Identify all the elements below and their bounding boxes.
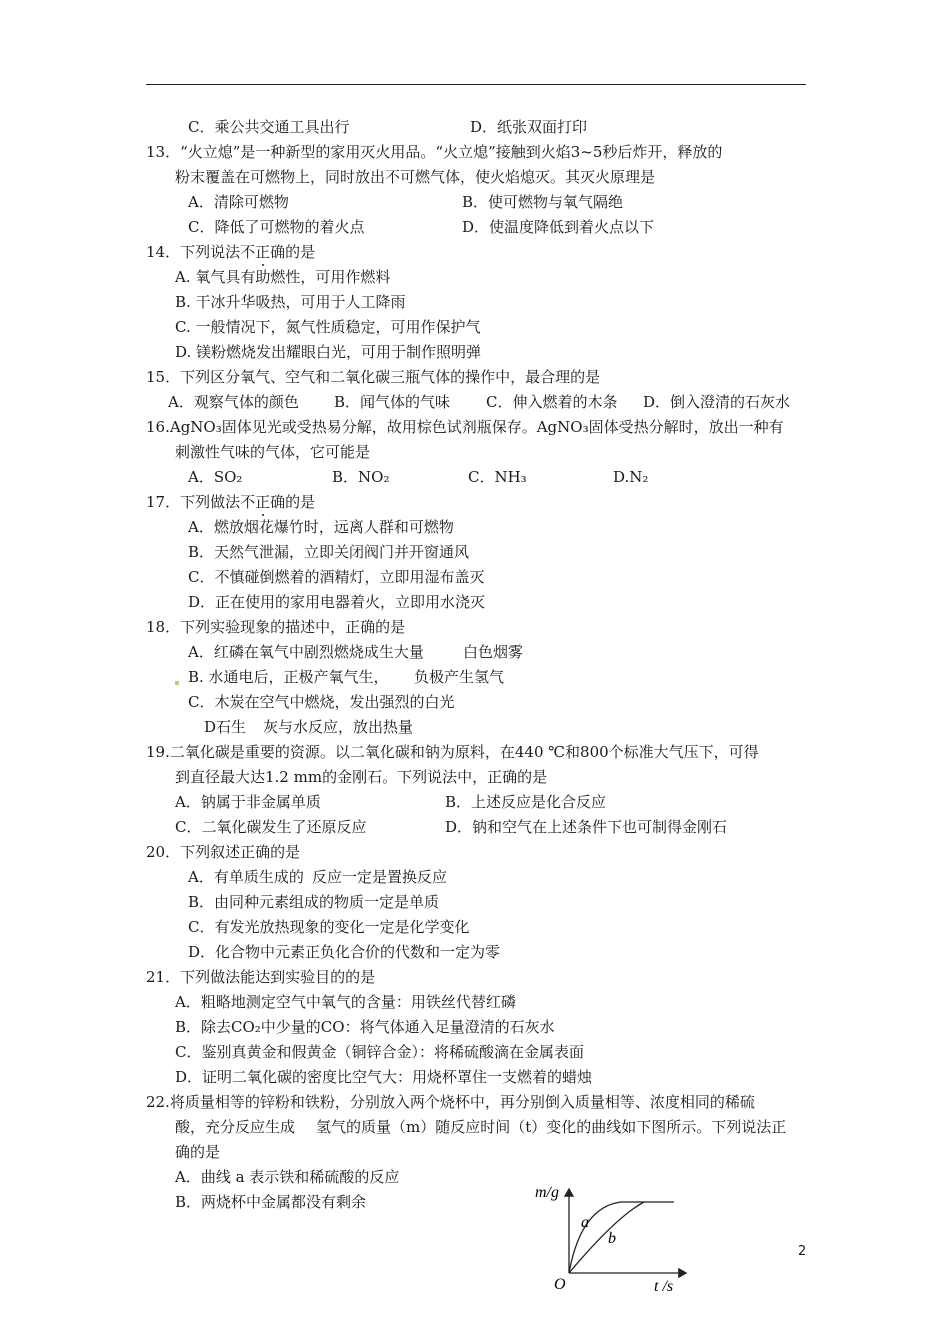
q18-d-seg-0: D石生: [204, 718, 247, 736]
q12-cd-seg-1: D．纸张双面打印: [470, 118, 588, 136]
q13-ab-seg-0: A．清除可燃物: [188, 193, 289, 211]
q14-c: C. 一般情况下，氮气性质稳定，可用作保护气: [175, 318, 481, 336]
q20-c: C．有发光放热现象的变化一定是化学变化: [188, 918, 470, 936]
q21-b: B．除去CO₂中少量的CO：将气体通入足量澄清的石灰水: [175, 1018, 555, 1036]
q18-d-seg-1: 灰与水反应，放出热量: [263, 718, 414, 736]
header-rule: [146, 84, 806, 85]
q13-cd-seg-1: D．使温度降低到着火点以下: [462, 218, 655, 236]
q21-c: C．鉴别真黄金和假黄金（铜锌合金）：将稀硫酸滴在金属表面: [175, 1043, 584, 1061]
q22-stem-3: 确的是: [175, 1143, 221, 1161]
q17-d: D．正在使用的家用电器着火，立即用水浇灭: [188, 593, 486, 611]
q13-ab-seg-1: B．使可燃物与氧气隔绝: [462, 193, 624, 211]
curve-b: [569, 1202, 644, 1273]
q15-opts-seg-3: D．倒入澄清的石灰水: [643, 393, 791, 411]
y-axis-label: m/g: [535, 1184, 559, 1201]
q21-d: D．证明二氧化碳的密度比空气大：用烧杯罩住一支燃着的蜡烛: [175, 1068, 593, 1086]
q22-a: A．曲线 a 表示铁和稀硫酸的反应: [175, 1168, 400, 1186]
q17-b: B．天然气泄漏，立即关闭阀门并开窗通风: [188, 543, 470, 561]
q20-d: D．化合物中元素正负化合价的代数和一定为零: [188, 943, 501, 961]
q22-stem-1: 22.将质量相等的锌粉和铁粉，分别放入两个烧杯中，再分别倒入质量相等、浓度相同的稀硫: [146, 1093, 755, 1111]
q16-stem-2: 刺激性气味的气体，它可能是: [175, 443, 371, 461]
q19-cd-seg-0: C．二氧化碳发生了还原反应: [175, 818, 367, 836]
q17-c: C．不慎碰倒燃着的酒精灯，立即用湿布盖灭: [188, 568, 485, 586]
q15-stem: 15．下列区分氧气、空气和二氧化碳三瓶气体的操作中，最合理的是: [146, 368, 601, 386]
q18-c: C．木炭在空气中燃烧，发出强烈的白光: [188, 693, 455, 711]
q21-stem: 21．下列做法能达到实验目的的是: [146, 968, 376, 986]
q18-b-seg-1: 负极产生氢气: [414, 668, 505, 686]
q18-a-seg-1: 白色烟雾: [463, 643, 524, 661]
q16-opts-seg-2: C．NH₃: [468, 468, 527, 486]
q22-stem-2-seg-0: 酸，充分反应生成: [175, 1118, 296, 1136]
x-axis-label: t /s: [654, 1278, 674, 1295]
q13-stem-1: 13．“火立熄”是一种新型的家用灭火用品。“火立熄”接触到火焰3~5秒后炸开，释放的: [146, 143, 723, 161]
curve-b-label: b: [608, 1230, 616, 1247]
q14-stem: 14．下列说法不正确的是: [146, 243, 316, 261]
q15-opts-seg-0: A．观察气体的颜色: [168, 393, 299, 411]
q14-d: D. 镁粉燃烧发出耀眼白光，可用于制作照明弹: [175, 343, 482, 361]
q19-stem-1: 19.二氧化碳是重要的资源。以二氧化碳和钠为原料，在440 ℃和800个标准大气压下，可得: [146, 743, 759, 761]
q19-stem-2: 到直径最大达1.2 mm的金刚石。下列说法中，正确的是: [175, 768, 548, 786]
q12-cd-seg-0: C．乘公共交通工具出行: [188, 118, 350, 136]
q22-stem-2-seg-1: 氢气的质量（m）随反应时间（t）变化的曲线如下图所示。下列说法正: [316, 1118, 787, 1136]
q14-a: A. 氧气具有助燃性，可用作燃料: [175, 268, 391, 286]
q20-a-seg-0: A．有单质生成的: [188, 868, 304, 886]
q18-stem: 18．下列实验现象的描述中，正确的是: [146, 618, 406, 636]
q16-stem-1: 16.AgNO₃固体见光或受热易分解，故用棕色试剂瓶保存。AgNO₃固体受热分解时，放出一种有: [146, 418, 784, 436]
q22-b: B．两烧杯中金属都没有剩余: [175, 1193, 367, 1211]
curve-a: [569, 1202, 674, 1273]
q17-stem: 17．下列做法不正确的是: [146, 493, 316, 511]
stray-mark: [175, 681, 179, 685]
q17-a: A．燃放烟花爆竹时，远离人群和可燃物: [188, 518, 454, 536]
q15-opts-seg-2: C．伸入燃着的木条: [486, 393, 618, 411]
q21-a: A．粗略地测定空气中氧气的含量：用铁丝代替红磷: [175, 993, 516, 1011]
curve-a-label: a: [581, 1214, 589, 1231]
q13-cd-seg-0: C．降低了可燃物的着火点: [188, 218, 365, 236]
q19-ab-seg-1: B．上述反应是化合反应: [445, 793, 607, 811]
q19-ab-seg-0: A．钠属于非金属单质: [175, 793, 321, 811]
q20-b: B．由同种元素组成的物质一定是单质: [188, 893, 440, 911]
q13-stem-2: 粉末覆盖在可燃物上，同时放出不可燃气体，使火焰熄灭。其灭火原理是: [175, 168, 656, 186]
origin-label: O: [554, 1276, 566, 1293]
q20-a-seg-1: 反应一定是置换反应: [312, 868, 448, 886]
q15-opts-seg-1: B．闻气体的气味: [334, 393, 451, 411]
q16-opts-seg-3: D.N₂: [613, 468, 649, 486]
hydrogen-mass-vs-time-graph: [526, 1175, 696, 1300]
q16-opts-seg-0: A．SO₂: [188, 468, 243, 486]
q20-stem: 20．下列叙述正确的是: [146, 843, 301, 861]
q19-cd-seg-1: D．钠和空气在上述条件下也可制得金刚石: [445, 818, 728, 836]
q16-opts-seg-1: B．NO₂: [332, 468, 390, 486]
q14-b: B. 干冰升华吸热，可用于人工降雨: [175, 293, 406, 311]
q18-b-seg-0: B. 水通电后，正极产氧气生，: [188, 668, 389, 686]
page-number: 2: [798, 1244, 807, 1259]
q18-a-seg-0: A．红磷在氧气中剧烈燃烧成生大量: [188, 643, 424, 661]
